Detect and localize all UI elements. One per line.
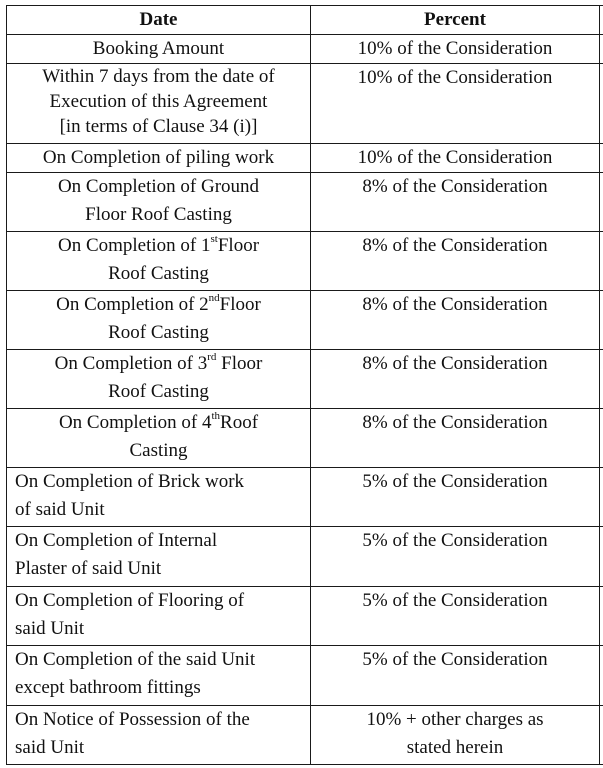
milestone-cell (7, 350, 311, 409)
milestone-cell (7, 527, 311, 587)
table-row (7, 409, 603, 468)
milestone-cell (7, 646, 311, 706)
date-column-header: Date (7, 6, 311, 35)
milestone-text: On Completion of piling work (42, 147, 275, 168)
milestone-cell (7, 232, 311, 291)
milestone-cell (7, 587, 311, 646)
milestone-text: On Completion of 4thRoof (58, 409, 259, 433)
percent-cell (311, 646, 600, 706)
percent-cell (311, 232, 600, 291)
milestone-text: Execution of this Agreement (49, 91, 268, 112)
milestone-text: On Completion of 3rd Floor (54, 350, 263, 374)
milestone-text: Booking Amount (92, 38, 225, 59)
table-row (7, 232, 603, 291)
milestone-text: On Completion of Brick work (15, 471, 245, 492)
table-row (7, 468, 603, 527)
table-row (7, 173, 603, 232)
table-header-row (7, 6, 603, 35)
percent-cell (311, 173, 600, 232)
milestone-text: [in terms of Clause 34 (i)] (59, 116, 258, 137)
percent-cell (311, 409, 600, 468)
milestone-text: On Completion of 2ndFloor (56, 291, 261, 315)
milestone-text: Roof Casting (108, 381, 209, 402)
table-row (7, 144, 603, 173)
milestone-cell (7, 173, 311, 232)
percent-text: 5% of the Consideration (362, 530, 548, 551)
milestone-cell (7, 409, 311, 468)
percent-cell (311, 64, 600, 144)
percent-text: 5% of the Consideration (362, 471, 548, 492)
percent-cell (311, 35, 600, 64)
milestone-cell (7, 291, 311, 350)
milestone-cell (7, 64, 311, 144)
milestone-text: Roof Casting (108, 322, 209, 343)
percent-text: 8% of the Consideration (362, 412, 548, 433)
milestone-cell (7, 35, 311, 64)
extra-cell (600, 173, 603, 232)
extra-cell (600, 468, 603, 527)
extra-cell (600, 527, 603, 587)
percent-cell (311, 706, 600, 765)
payment-schedule-table (6, 5, 603, 765)
table-row (7, 646, 603, 706)
table-row (7, 706, 603, 765)
extra-cell (600, 64, 603, 144)
percent-text: 10% + other charges as (366, 709, 544, 730)
extra-cell (600, 350, 603, 409)
milestone-text: Floor Roof Casting (85, 204, 232, 225)
table-row (7, 350, 603, 409)
milestone-text: On Completion of the said Unit (15, 649, 256, 670)
extra-cell (600, 144, 603, 173)
percent-text: 10% of the Consideration (357, 67, 553, 88)
extra-cell (600, 35, 603, 64)
milestone-text: except bathroom fittings (15, 677, 201, 698)
percent-cell (311, 587, 600, 646)
extra-cell (600, 291, 603, 350)
percent-text: 8% of the Consideration (362, 353, 548, 374)
percent-text: stated herein (406, 737, 504, 758)
percent-text: 8% of the Consideration (362, 176, 548, 197)
extra-column (600, 6, 603, 35)
percent-text: 8% of the Consideration (362, 294, 548, 315)
percent-cell (311, 350, 600, 409)
table-row (7, 64, 603, 144)
milestone-text: On Completion of Ground (57, 176, 260, 197)
milestone-text: Within 7 days from the date of (42, 66, 275, 87)
percent-text: 10% of the Consideration (357, 147, 553, 168)
milestone-text: said Unit (15, 618, 85, 639)
milestone-text: On Completion of Internal (15, 530, 218, 551)
percent-text: 5% of the Consideration (362, 590, 548, 611)
milestone-text: of said Unit (15, 499, 105, 520)
extra-cell (600, 646, 603, 706)
milestone-text: said Unit (15, 737, 85, 758)
milestone-cell (7, 468, 311, 527)
milestone-text: On Completion of 1stFloor (57, 232, 260, 256)
milestone-text: On Completion of Flooring of (15, 590, 245, 611)
extra-cell (600, 587, 603, 646)
milestone-cell (7, 706, 311, 765)
percent-text: 8% of the Consideration (362, 235, 548, 256)
milestone-text: Casting (129, 440, 188, 461)
table-row (7, 291, 603, 350)
table-row (7, 35, 603, 64)
percent-cell (311, 468, 600, 527)
extra-cell (600, 232, 603, 291)
percent-cell (311, 144, 600, 173)
milestone-text: Roof Casting (108, 263, 209, 284)
percent-text: 10% of the Consideration (357, 38, 553, 59)
extra-cell (600, 409, 603, 468)
milestone-text: On Notice of Possession of the (15, 709, 250, 730)
milestone-text: Plaster of said Unit (15, 558, 162, 579)
percent-cell (311, 527, 600, 587)
table-row (7, 587, 603, 646)
table-row (7, 527, 603, 587)
extra-cell (600, 706, 603, 765)
percent-cell (311, 291, 600, 350)
milestone-cell (7, 144, 311, 173)
percent-text: 5% of the Consideration (362, 649, 548, 670)
percent-column-header: Percent (311, 6, 600, 35)
